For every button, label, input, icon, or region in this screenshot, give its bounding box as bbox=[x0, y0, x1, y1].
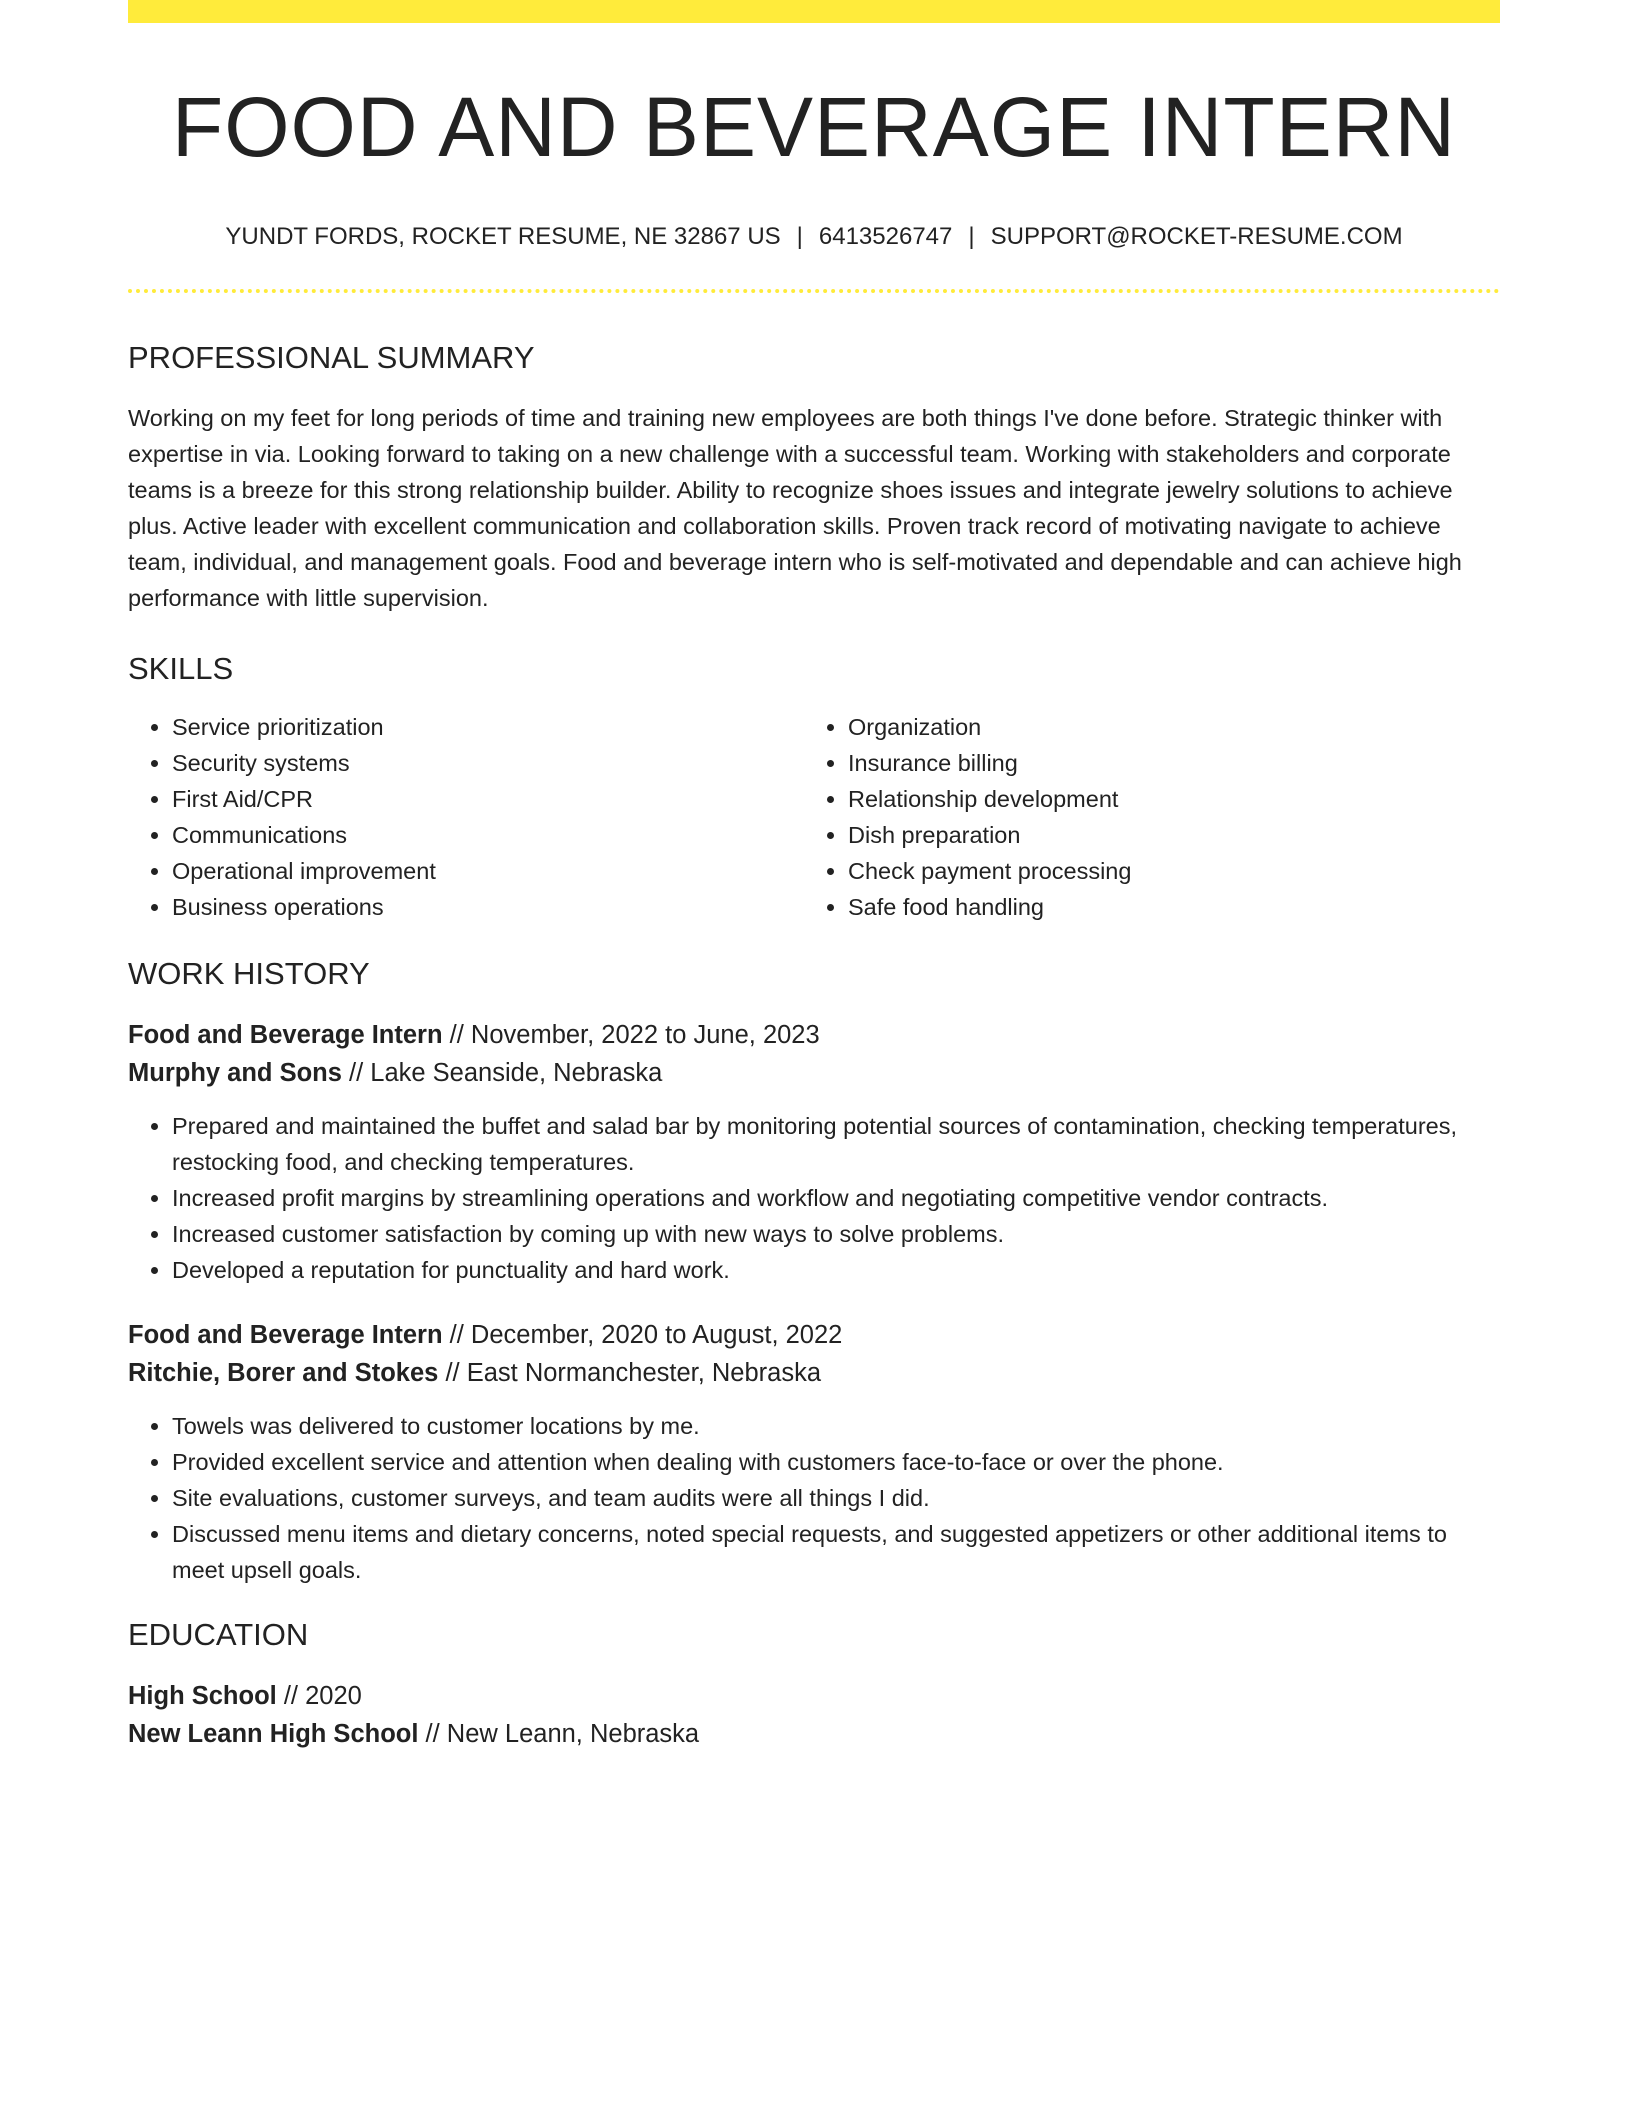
job-company: Murphy and Sons bbox=[128, 1059, 342, 1088]
work-history-heading: WORK HISTORY bbox=[128, 955, 370, 991]
skill-item: • Insurance billing bbox=[848, 745, 1480, 781]
skill-item: • Security systems bbox=[172, 745, 804, 781]
skills-column-left bbox=[128, 709, 804, 925]
job-company-line bbox=[128, 1354, 1500, 1392]
contact-phone: 6413526747 bbox=[818, 223, 953, 251]
education-school-line bbox=[128, 1715, 1500, 1753]
contact-address: YUNDT FORDS, ROCKET RESUME, NE 32867 US bbox=[225, 223, 781, 251]
summary-text: Working on my feet for long periods of time and training new employees are both things I've done before. Strategic thinker with expertise in via. Looking forward to taking on a new challenge with a successful team. Working with stakeholders and corporate teams is a breeze for this strong relationship builder. Ability to recognize shoes issues and integrate jewelry solutions to achieve plus. Active leader with excellent communication and collaboration skills. Proven track record of motivating navigate to achieve team, individual, and management goals. Food and beverage intern who is self-motivated and dependable and can achieve high performance with little supervision. bbox=[128, 404, 1462, 611]
skill-item: • First Aid/CPR bbox=[172, 781, 804, 817]
contact-email: SUPPORT@ROCKET-RESUME.COM bbox=[990, 223, 1403, 251]
skill-item: • Organization bbox=[848, 709, 1480, 745]
summary-heading: PROFESSIONAL SUMMARY bbox=[128, 339, 535, 375]
skills-list bbox=[128, 709, 1500, 925]
job-bullet: • Increased customer satisfaction by coming up with new ways to solve problems. bbox=[172, 1216, 1500, 1252]
education-divider: // bbox=[425, 1720, 440, 1749]
job-role-line bbox=[128, 1316, 1500, 1354]
job-company-line bbox=[128, 1054, 1500, 1092]
job-bullet: • Prepared and maintained the buffet and salad bar by monitoring potential sources of contamination, checking temperatures, restocking food, and checking temperatures. bbox=[172, 1108, 1500, 1180]
job-role: Food and Beverage Intern bbox=[128, 1321, 443, 1350]
job-bullet: • Developed a reputation for punctuality and hard work. bbox=[172, 1252, 1500, 1288]
resume-title: FOOD AND BEVERAGE INTERN bbox=[171, 80, 1457, 174]
skills-heading: SKILLS bbox=[128, 650, 234, 686]
education-school: New Leann High School bbox=[128, 1720, 419, 1749]
job-bullets bbox=[128, 1108, 1500, 1288]
job-dates: December, 2020 to August, 2022 bbox=[470, 1321, 843, 1350]
contact-line bbox=[128, 221, 1500, 252]
job-bullet: • Towels was delivered to customer locations by me. bbox=[172, 1408, 1500, 1444]
education-degree: High School bbox=[128, 1682, 277, 1711]
job-location: East Normanchester, Nebraska bbox=[466, 1359, 822, 1388]
job-company: Ritchie, Borer and Stokes bbox=[128, 1359, 439, 1388]
resume-page bbox=[128, 0, 1500, 1753]
job-divider: // bbox=[445, 1359, 460, 1388]
job-divider: // bbox=[449, 1021, 464, 1050]
skill-item: • Operational improvement bbox=[172, 853, 804, 889]
contact-separator: | bbox=[968, 223, 975, 251]
job-dates: November, 2022 to June, 2023 bbox=[470, 1021, 820, 1050]
education-divider: // bbox=[283, 1682, 299, 1711]
job-bullet: • Increased profit margins by streamlining operations and workflow and negotiating competitive vendor contracts. bbox=[172, 1180, 1500, 1216]
education-degree-line bbox=[128, 1677, 1500, 1715]
education-heading: EDUCATION bbox=[128, 1617, 309, 1653]
job-entry bbox=[128, 1316, 1500, 1588]
education-location: New Leann, Nebraska bbox=[446, 1720, 700, 1749]
job-location: Lake Seanside, Nebraska bbox=[370, 1059, 663, 1088]
job-entry bbox=[128, 1016, 1500, 1288]
job-bullet: • Discussed menu items and dietary concerns, noted special requests, and suggested appetizers or other additional items to meet upsell goals. bbox=[172, 1516, 1500, 1588]
skill-item: • Communications bbox=[172, 817, 804, 853]
job-role: Food and Beverage Intern bbox=[128, 1021, 443, 1050]
skill-item: • Business operations bbox=[172, 889, 804, 925]
skill-item: • Check payment processing bbox=[848, 853, 1480, 889]
job-bullet: • Provided excellent service and attention when dealing with customers face-to-face or over the phone. bbox=[172, 1444, 1500, 1480]
job-divider: // bbox=[449, 1321, 464, 1350]
job-divider: // bbox=[349, 1059, 364, 1088]
skill-item: • Relationship development bbox=[848, 781, 1480, 817]
skill-item: • Service prioritization bbox=[172, 709, 804, 745]
job-bullet: • Site evaluations, customer surveys, and team audits were all things I did. bbox=[172, 1480, 1500, 1516]
contact-separator: | bbox=[796, 223, 803, 251]
dotted-divider bbox=[128, 289, 1500, 293]
education-entry bbox=[128, 1677, 1500, 1753]
accent-top-bar bbox=[128, 0, 1500, 23]
education-year: 2020 bbox=[305, 1682, 362, 1711]
job-bullets bbox=[128, 1408, 1500, 1588]
skill-item: • Safe food handling bbox=[848, 889, 1480, 925]
skills-column-right bbox=[804, 709, 1480, 925]
job-role-line bbox=[128, 1016, 1500, 1054]
skill-item: • Dish preparation bbox=[848, 817, 1480, 853]
